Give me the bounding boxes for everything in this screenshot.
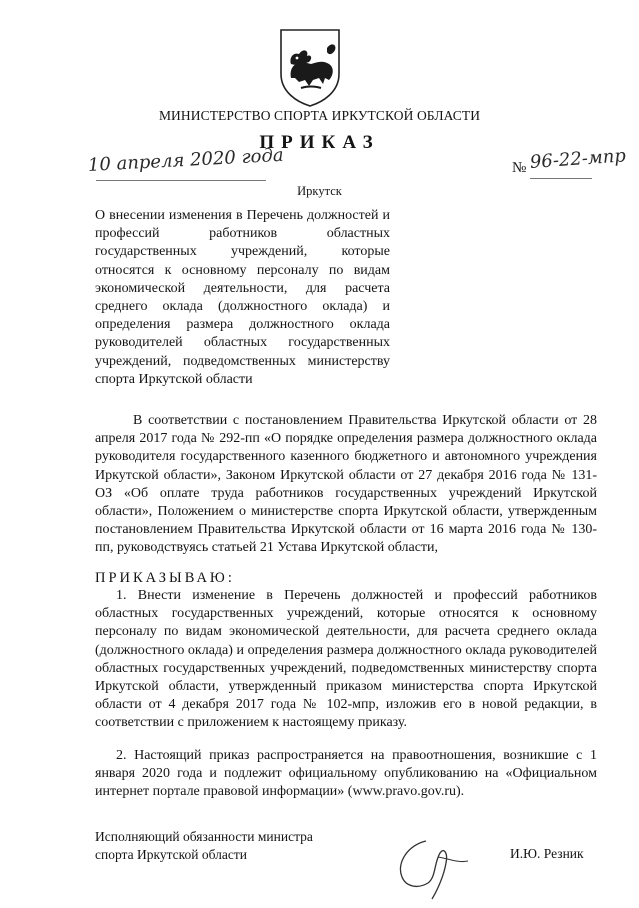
number-label: № [512,160,527,176]
handwritten-order-number: 96-22-мпр [529,145,627,173]
number-underline [530,178,592,179]
signatory-title [95,828,313,864]
ministry-name: МИНИСТЕРСТВО СПОРТА ИРКУТСКОЙ ОБЛАСТИ [158,108,481,123]
coat-of-arms-icon [277,28,343,108]
document-type-title: ПРИКАЗ [259,132,380,153]
handwritten-signature [388,823,498,903]
order-directive-word: ПРИКАЗЫВАЮ: [95,570,235,586]
signatory-title-line-2: спорта Иркутской области [95,847,247,862]
order-item-2: 2. Настоящий приказ распространяется на правоотношения, возникшие с 1 января 2020 года и подлежит официальному опубликованию на «Официальном интернет портале правовой информации» (www.pravo.gov.ru). [95,748,597,800]
city-name: Иркутск [297,184,342,198]
preamble-paragraph: В соответствии с постановлением Правительства Иркутской области от 28 апреля 2017 года № 292-пп «О порядке определения размера должностного оклада руководителя государственного казенного бюджетного и автономного учреждения Иркутской области», Законом Иркутской области от 27 декабря 2016 года № 131-ОЗ «Об оплате труда работников государственных учреждений Иркутской области», Положением о министерстве спорта Иркутской области, утвержденным постановлением Правительства Иркутской области от 16 марта 2016 года № 130-пп, руководствуясь статьей 21 Устава Иркутской области, [95,413,597,556]
order-subject: О внесении изменения в Перечень должностей и профессий работников областных государственных учреждений, которые относятся к основному персоналу по видам экономической деятельности, для расчета среднего оклада (должностного оклада) и определения размера должностного оклада руководителей областных государственных учреждений, подведомственных министерству спорта Иркутской области [95,208,390,387]
order-item-1: 1. Внести изменение в Перечень должностей и профессий работников областных государственных учреждений, которые относятся к основному персоналу по видам экономической деятельности, для расчета среднего оклада (должностного оклада) и определения размера должностного оклада руководителей областных государственных учреждений, подведомственных министерству спорта Иркутской области, утвержденный приказом министерства спорта Иркутской области от 4 декабря 2017 года № 102-мпр, изложив его в новой редакции, в соответствии с приложением к настоящему приказу. [95,588,597,731]
date-underline [96,180,266,181]
signatory-title-line-1: Исполняющий обязанности министра [95,829,313,844]
signatory-name: И.Ю. Резник [510,846,584,861]
handwritten-date: 10 апреля 2020 года [87,144,285,176]
